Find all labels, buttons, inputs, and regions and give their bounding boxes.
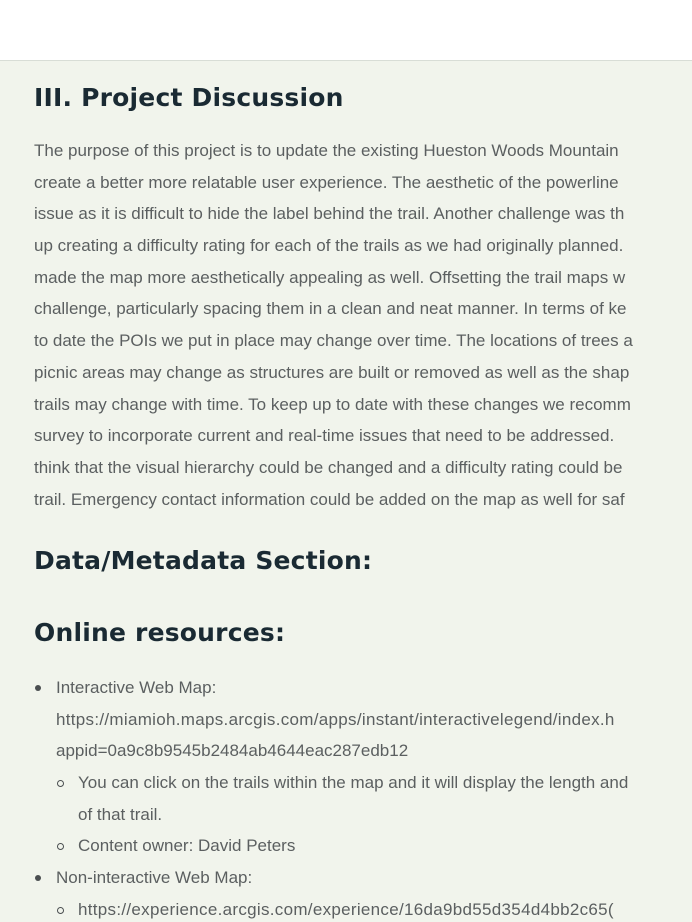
paragraph-line: up creating a difficulty rating for each of the trails as we had originally planned. <box>34 236 624 256</box>
paragraph-line: made the map more aesthetically appealing as well. Offsetting the trail maps w <box>34 267 626 287</box>
data-metadata-heading: Data/Metadata Section: <box>34 546 373 575</box>
paragraph-line: issue as it is difficult to hide the label behind the trail. Another challenge was th <box>34 204 625 224</box>
bullet-icon <box>35 685 41 691</box>
bullet-icon <box>35 875 41 881</box>
paragraph-line: survey to incorporate current and real-time issues that need to be addressed. <box>34 426 615 446</box>
document-body <box>0 61 692 922</box>
paragraph-line: trails may change with time. To keep up to date with these changes we recomm <box>34 394 631 414</box>
interactive-map-note-continued: of that trail. <box>78 804 163 824</box>
paragraph-line: create a better more relatable user experience. The aesthetic of the powerline <box>34 172 619 192</box>
noninteractive-map-link[interactable]: https://experience.arcgis.com/experience/16da9bd55d354d4bb2c65( <box>78 899 614 919</box>
interactive-map-link-continued[interactable]: appid=0a9c8b9545b2484ab4644eac287edb12 <box>56 741 409 761</box>
paragraph-line: trail. Emergency contact information could be added on the map as well for saf <box>34 489 625 509</box>
discussion-paragraph <box>34 135 692 515</box>
resources-list <box>56 672 692 922</box>
paragraph-line: challenge, particularly spacing them in a clean and neat manner. In terms of ke <box>34 299 627 319</box>
paragraph-line: picnic areas may change as structures are built or removed as well as the shap <box>34 362 630 382</box>
paragraph-line: think that the visual hierarchy could be changed and a difficulty rating could be <box>34 457 623 477</box>
interactive-map-link[interactable]: https://miamioh.maps.arcgis.com/apps/instant/interactivelegend/index.h <box>56 709 615 729</box>
noninteractive-map-label: Non-interactive Web Map: <box>56 868 253 888</box>
interactive-map-note: You can click on the trails within the map and it will display the length and <box>78 773 629 793</box>
section-title: III. Project Discussion <box>34 83 344 112</box>
online-resources-heading: Online resources: <box>34 618 286 647</box>
top-bar <box>0 0 692 61</box>
paragraph-line: to date the POIs we put in place may change over time. The locations of trees a <box>34 331 633 351</box>
paragraph-line: The purpose of this project is to update the existing Hueston Woods Mountain <box>34 141 619 160</box>
content-owner: Content owner: David Peters <box>78 836 296 856</box>
interactive-map-label: Interactive Web Map: <box>56 678 217 697</box>
